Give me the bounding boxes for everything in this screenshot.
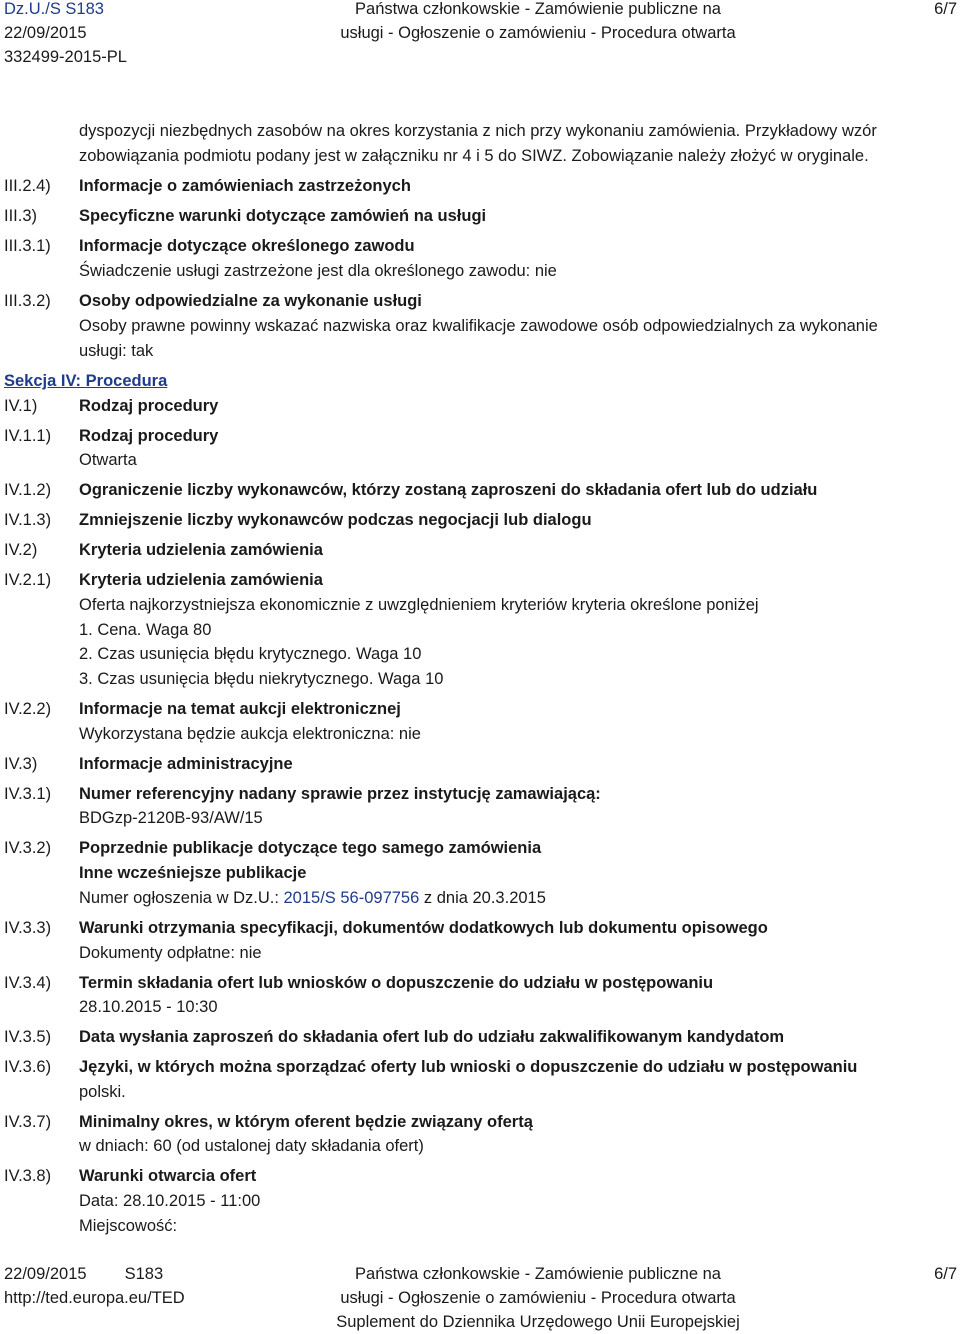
section-value: Data: 28.10.2015 - 11:00 bbox=[79, 1192, 261, 1210]
criterion-item: 2. Czas usunięcia błędu krytycznego. Waga 10 bbox=[79, 645, 422, 663]
section-title: Języki, w których można sporządzać oferty lub wnioski o dopuszczenie do udziału w postępowaniu bbox=[79, 1058, 858, 1076]
section-title: Kryteria udzielenia zamówienia bbox=[79, 571, 323, 589]
section-title: Informacje o zamówieniach zastrzeżonych bbox=[79, 177, 411, 195]
notice-label: Numer ogłoszenia w Dz.U.: bbox=[79, 889, 284, 907]
section-title: Data wysłania zaproszeń do składania ofert lub do udziału zakwalifikowanym kandydatom bbox=[79, 1028, 785, 1046]
section-title: Warunki otwarcia ofert bbox=[79, 1167, 257, 1185]
criterion-item: 3. Czas usunięcia błędu niekrytycznego. Waga 10 bbox=[79, 670, 444, 688]
section-number: IV.3) bbox=[4, 755, 38, 773]
footer-title-line2: usługi - Ogłoszenie o zamówieniu - Procedura otwarta bbox=[340, 1289, 736, 1307]
section-number: IV.2.1) bbox=[4, 571, 52, 589]
section-number: IV.3.7) bbox=[4, 1113, 52, 1131]
footer-title bbox=[0, 1262, 960, 1334]
section-title: Termin składania ofert lub wniosków o dopuszczenie do udziału w postępowaniu bbox=[79, 974, 714, 992]
section-title: Rodzaj procedury bbox=[79, 397, 219, 415]
section-value: 28.10.2015 - 10:30 bbox=[79, 998, 218, 1016]
section-number: IV.1.1) bbox=[4, 427, 52, 445]
section-title: Informacje na temat aukcji elektronicznej bbox=[79, 700, 401, 718]
footer-date: 22/09/2015 bbox=[4, 1265, 87, 1283]
intro-line-1: dyspozycji niezbędnych zasobów na okres korzystania z nich przy wykonaniu zamówienia. Przykładowy wzór bbox=[79, 122, 877, 140]
header-oj-ref: Dz.U./S S183 bbox=[4, 0, 104, 18]
section-title: Zmniejszenie liczby wykonawców podczas negocjacji lub dialogu bbox=[79, 511, 592, 529]
section-title: Kryteria udzielenia zamówienia bbox=[79, 541, 323, 559]
page-footer bbox=[0, 1262, 960, 1334]
section-number: IV.3.6) bbox=[4, 1058, 52, 1076]
notice-link[interactable]: 2015/S 56-097756 bbox=[283, 889, 420, 907]
section-value bbox=[79, 886, 546, 910]
header-title bbox=[0, 0, 960, 45]
section-value: Dokumenty odpłatne: nie bbox=[79, 944, 262, 962]
section-title: Poprzednie publikacje dotyczące tego samego zamówienia bbox=[79, 839, 542, 857]
section-value: polski. bbox=[79, 1083, 126, 1101]
section-value: Miejscowość: bbox=[79, 1217, 178, 1235]
header-page-number: 6/7 bbox=[934, 0, 957, 18]
section-number: III.3) bbox=[4, 207, 38, 225]
section-title: Numer referencyjny nadany sprawie przez instytucję zamawiającą: bbox=[79, 785, 601, 803]
section-title: Osoby odpowiedzialne za wykonanie usługi bbox=[79, 292, 422, 310]
header-notice-id: 332499-2015-PL bbox=[4, 48, 127, 66]
section-value: usługi: tak bbox=[79, 342, 154, 360]
section-number: III.3.1) bbox=[4, 237, 51, 255]
section-number: IV.2.2) bbox=[4, 700, 52, 718]
section-value: Oferta najkorzystniejsza ekonomicznie z uwzględnieniem kryteriów kryteria określone poniżej bbox=[79, 596, 759, 614]
section-number: III.3.2) bbox=[4, 292, 51, 310]
section-number: IV.1.3) bbox=[4, 511, 52, 529]
section-subtitle: Inne wcześniejsze publikacje bbox=[79, 864, 307, 882]
section-value: Wykorzystana będzie aukcja elektroniczna: nie bbox=[79, 725, 421, 743]
section-value: w dniach: 60 (od ustalonej daty składania ofert) bbox=[79, 1137, 424, 1155]
section-number: III.2.4) bbox=[4, 177, 51, 195]
page-header bbox=[0, 0, 960, 69]
section-number: IV.3.5) bbox=[4, 1028, 52, 1046]
section-value: Otwarta bbox=[79, 451, 137, 469]
section-title: Specyficzne warunki dotyczące zamówień na usługi bbox=[79, 207, 487, 225]
section-title: Informacje administracyjne bbox=[79, 755, 293, 773]
section-title: Informacje dotyczące określonego zawodu bbox=[79, 237, 415, 255]
section-value: Świadczenie usługi zastrzeżone jest dla określonego zawodu: nie bbox=[79, 262, 557, 280]
section-number: IV.2) bbox=[4, 541, 38, 559]
section-title: Ograniczenie liczby wykonawców, którzy zostaną zaproszeni do składania ofert lub do udziału bbox=[79, 481, 818, 499]
footer-page-number: 6/7 bbox=[934, 1265, 957, 1283]
header-title-line1: Państwa członkowskie - Zamówienie publiczne na bbox=[355, 0, 721, 18]
section-title: Minimalny okres, w którym oferent będzie związany ofertą bbox=[79, 1113, 533, 1131]
header-date: 22/09/2015 bbox=[4, 24, 87, 42]
section-number: IV.3.2) bbox=[4, 839, 52, 857]
section-number: IV.1.2) bbox=[4, 481, 52, 499]
section-number: IV.3.8) bbox=[4, 1167, 52, 1185]
footer-url[interactable]: http://ted.europa.eu/TED bbox=[4, 1289, 185, 1307]
section-number: IV.3.1) bbox=[4, 785, 52, 803]
criterion-item: 1. Cena. Waga 80 bbox=[79, 621, 212, 639]
footer-issue: S183 bbox=[124, 1265, 164, 1283]
section-number: IV.3.4) bbox=[4, 974, 52, 992]
section-title: Warunki otrzymania specyfikacji, dokumentów dodatkowych lub dokumentu opisowego bbox=[79, 919, 768, 937]
section-title: Rodzaj procedury bbox=[79, 427, 219, 445]
section-value: BDGzp-2120B-93/AW/15 bbox=[79, 809, 263, 827]
intro-line-2: zobowiązania podmiotu podany jest w załączniku nr 4 i 5 do SIWZ. Zobowiązanie należy złożyć w oryginale. bbox=[79, 147, 869, 165]
footer-title-line3: Suplement do Dziennika Urzędowego Unii Europejskiej bbox=[336, 1313, 740, 1331]
section-heading: Sekcja IV: Procedura bbox=[4, 372, 168, 390]
section-value: Osoby prawne powinny wskazać nazwiska oraz kwalifikacje zawodowe osób odpowiedzialnych za wykonanie bbox=[79, 317, 878, 335]
header-title-line2: usługi - Ogłoszenie o zamówieniu - Procedura otwarta bbox=[340, 24, 736, 42]
footer-title-line1: Państwa członkowskie - Zamówienie publiczne na bbox=[355, 1265, 721, 1283]
section-number: IV.3.3) bbox=[4, 919, 52, 937]
notice-date: z dnia 20.3.2015 bbox=[419, 889, 546, 907]
section-number: IV.1) bbox=[4, 397, 38, 415]
